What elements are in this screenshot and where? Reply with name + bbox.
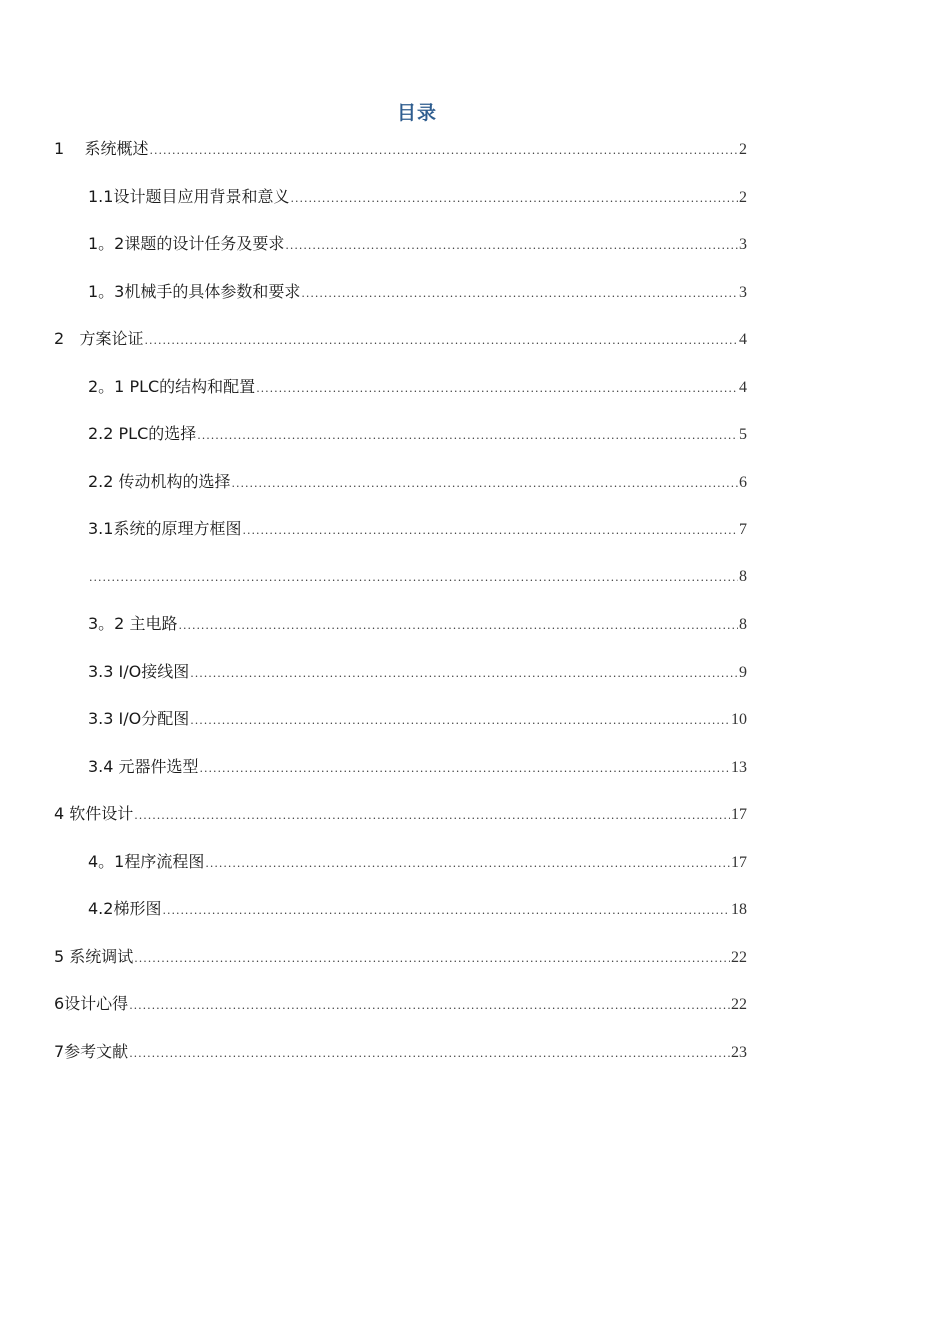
toc-entry[interactable] <box>54 991 747 1039</box>
toc-entry-page: 17 <box>731 853 747 871</box>
toc-entry-label: 3.4 元器件选型 <box>88 756 199 776</box>
toc-entry-page: 23 <box>731 1043 747 1061</box>
toc-entry-page: 9 <box>739 663 747 681</box>
toc-entry-page: 18 <box>731 901 747 918</box>
dot-leader <box>205 851 730 877</box>
toc-entry[interactable] <box>54 944 747 992</box>
dot-leader <box>285 233 738 259</box>
toc-entry[interactable] <box>54 184 747 232</box>
toc-entry-label: 4。1程序流程图 <box>88 851 205 871</box>
table-of-contents <box>54 136 747 1086</box>
dot-leader <box>190 708 730 734</box>
dot-leader <box>242 518 738 544</box>
dot-leader <box>190 661 738 687</box>
toc-entry[interactable] <box>54 611 747 659</box>
toc-entry[interactable] <box>54 326 747 374</box>
toc-entry-page: 2 <box>739 141 747 158</box>
dot-leader <box>178 613 738 639</box>
dot-leader <box>144 328 738 354</box>
toc-entry-page: 3 <box>739 283 747 301</box>
toc-entry-page: 4 <box>739 378 747 396</box>
dot-leader <box>162 898 730 924</box>
toc-entry-page: 2 <box>739 188 747 206</box>
toc-entry-page: 4 <box>739 331 747 348</box>
toc-entry-label: 5 系统调试 <box>54 946 134 966</box>
toc-entry-label: 1。2课题的设计任务及要求 <box>88 234 285 253</box>
toc-entry-label: 3.1系统的原理方框图 <box>88 519 242 538</box>
dot-leader <box>197 423 738 449</box>
toc-entry-label: 7参考文献 <box>54 1041 129 1061</box>
toc-entry-page: 8 <box>739 616 747 633</box>
toc-entry[interactable] <box>54 706 747 754</box>
toc-entry[interactable] <box>54 279 747 327</box>
toc-entry-label: 1 系统概述 <box>54 139 149 158</box>
toc-entry[interactable] <box>54 1039 747 1087</box>
toc-entry[interactable] <box>54 231 747 279</box>
toc-entry-label: 3.3 I/O分配图 <box>88 709 190 728</box>
toc-entry-label: 1.1设计题目应用背景和意义 <box>88 186 290 206</box>
toc-entry-page: 6 <box>739 473 747 491</box>
toc-entry[interactable] <box>54 421 747 469</box>
toc-entry[interactable] <box>54 896 747 944</box>
toc-entry-page: 13 <box>731 758 747 776</box>
dot-leader <box>301 281 738 307</box>
dot-leader <box>134 946 730 972</box>
toc-entry-page: 8 <box>739 567 747 585</box>
toc-entry-label: 1。3机械手的具体参数和要求 <box>88 281 301 301</box>
dot-leader <box>129 993 730 1019</box>
toc-entry-label: 4 软件设计 <box>54 804 134 823</box>
toc-title: 目录 <box>396 102 437 124</box>
toc-entry-label: 6设计心得 <box>54 994 129 1013</box>
toc-entry-label: 4.2梯形图 <box>88 899 162 918</box>
toc-entry-page: 22 <box>731 996 747 1013</box>
toc-entry-label: 2.2 PLC的选择 <box>88 424 197 443</box>
toc-entry[interactable] <box>54 469 747 517</box>
toc-entry-label: 2 方案论证 <box>54 329 144 348</box>
dot-leader <box>89 565 738 591</box>
toc-entry-page: 17 <box>731 806 747 823</box>
dot-leader <box>200 756 730 782</box>
toc-entry-page: 5 <box>739 426 747 443</box>
toc-entry-page: 22 <box>731 948 747 966</box>
toc-entry-page: 7 <box>739 521 747 538</box>
toc-entry-label: 2。1 PLC的结构和配置 <box>88 376 256 396</box>
dot-leader <box>256 376 738 402</box>
toc-entry[interactable] <box>54 754 747 802</box>
dot-leader <box>150 138 738 164</box>
toc-entry-label: 2.2 传动机构的选择 <box>88 471 231 491</box>
toc-entry[interactable] <box>54 374 747 422</box>
toc-entry-page: 3 <box>739 236 747 253</box>
toc-entry-label: 3。2 主电路 <box>88 614 178 633</box>
toc-entry[interactable] <box>54 659 747 707</box>
dot-leader <box>129 1041 730 1067</box>
toc-entry[interactable] <box>54 849 747 897</box>
dot-leader <box>232 471 738 497</box>
toc-entry-page: 10 <box>731 711 747 728</box>
toc-entry[interactable] <box>54 516 747 564</box>
dot-leader <box>290 186 738 212</box>
toc-entry[interactable] <box>54 136 747 184</box>
toc-entry-label: 3.3 I/O接线图 <box>88 661 190 681</box>
dot-leader <box>134 803 730 829</box>
toc-entry[interactable] <box>54 564 747 612</box>
toc-entry[interactable] <box>54 801 747 849</box>
